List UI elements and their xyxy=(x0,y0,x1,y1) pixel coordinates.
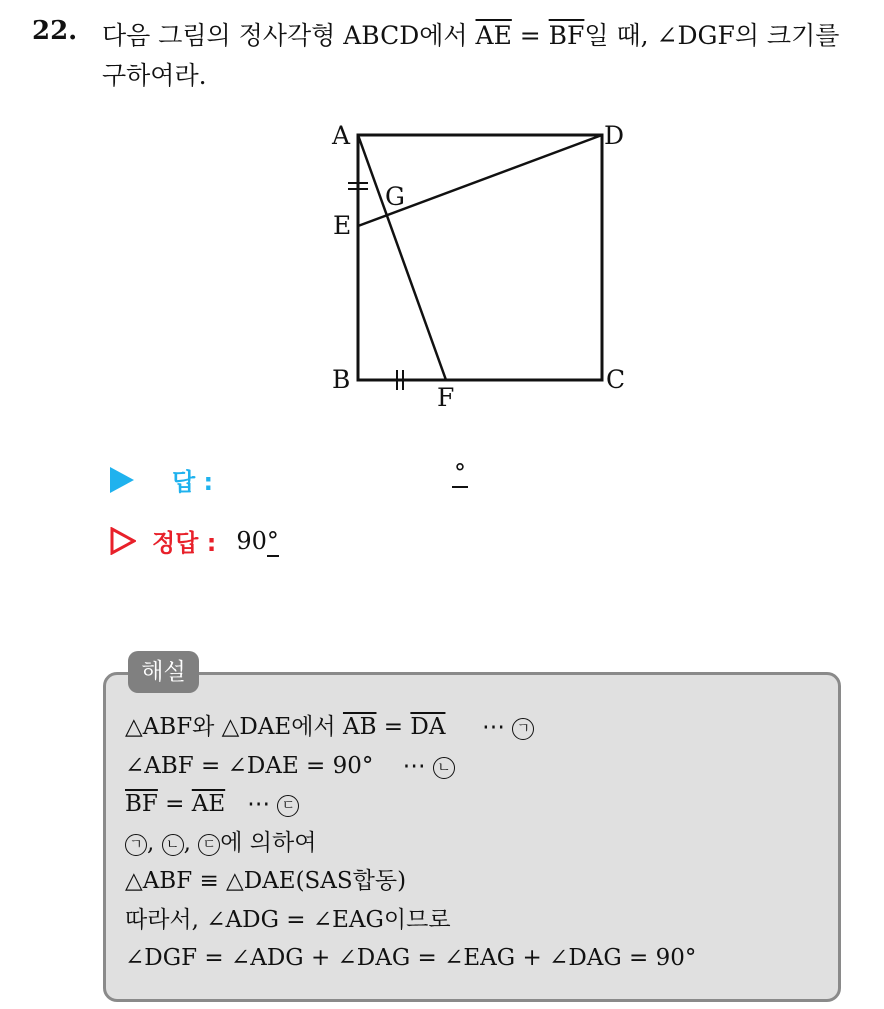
solution-line-7: ∠DGF = ∠ADG + ∠DAG = ∠EAG + ∠DAG = 90° xyxy=(125,945,697,971)
correct-answer-value: 90° xyxy=(236,526,279,555)
point-label-d: D xyxy=(604,121,625,150)
solution-line-2: ∠ABF = ∠DAE = 90° ⋯ ㄴ xyxy=(125,747,696,786)
square-figure xyxy=(300,110,640,420)
solution-line-1: △ABF와 △DAE에서 $\overline{AB} = \overline{DA}$ ⋯ ㄱ xyxy=(125,708,696,747)
solution-line-6: 따라서, ∠ADG = ∠EAG이므로 xyxy=(125,906,451,933)
circled-giyeok-icon: ㄱ xyxy=(125,834,147,856)
point-label-b: B xyxy=(332,365,351,394)
solution-line-4: ㄱ , ㄴ , ㄷ 에 의하여 xyxy=(125,824,696,863)
square-abcd xyxy=(358,135,602,380)
answer-label: 답 : xyxy=(172,468,214,496)
question-number: 22. xyxy=(32,16,78,46)
segment-af xyxy=(358,135,446,380)
circled-nieun-icon: ㄴ xyxy=(162,834,184,856)
point-label-c: C xyxy=(606,365,626,394)
outline-play-arrow-icon xyxy=(110,527,136,555)
correct-answer-label: 정답 : xyxy=(152,529,217,557)
circled-nieun-icon: ㄴ xyxy=(433,757,455,779)
point-label-f: F xyxy=(437,383,455,412)
solution-lines xyxy=(125,708,696,978)
answer-row xyxy=(110,462,213,497)
solution-tag: 해설 xyxy=(128,651,199,693)
solution-line-5: △ABF ≡ △DAE(SAS합동) xyxy=(125,868,407,894)
correct-answer-row xyxy=(110,523,279,558)
answer-blank[interactable]: ° xyxy=(454,459,466,487)
circled-giyeok-icon: ㄱ xyxy=(512,718,534,740)
play-arrow-icon xyxy=(110,467,134,493)
segment-ed xyxy=(358,135,602,226)
circled-digeut-icon: ㄷ xyxy=(198,834,220,856)
point-label-a: A xyxy=(332,121,351,150)
solution-line-3: $\overline{BF} = \overline{AE}$ ⋯ ㄷ xyxy=(125,785,696,824)
circled-digeut-icon: ㄷ xyxy=(277,795,299,817)
point-label-g: G xyxy=(385,182,405,211)
question-text: 다음 그림의 정사각형 ABCD에서 $\overline{AE} = \overline{BF}$일 때, ∠DGF의 크기를 구하여라. xyxy=(102,21,840,90)
point-label-e: E xyxy=(333,211,352,240)
